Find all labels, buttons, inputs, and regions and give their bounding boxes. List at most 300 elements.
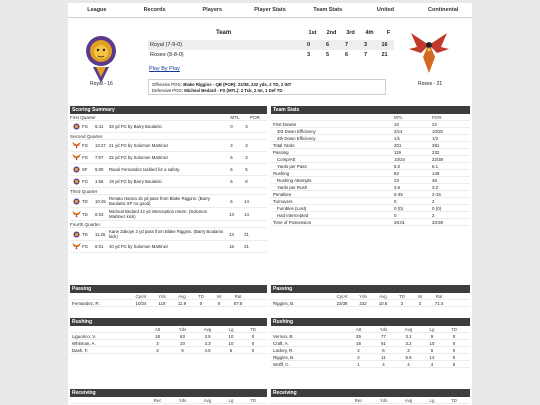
quarter-header: 1st xyxy=(308,30,317,36)
team-stats-body xyxy=(271,121,470,226)
rushing-home-table xyxy=(70,326,267,354)
stat-value: 77 xyxy=(381,333,386,339)
player-row xyxy=(271,333,470,340)
team-icon-cell xyxy=(70,122,82,132)
stat-mtl: 5.0 xyxy=(394,163,401,169)
table-header-row xyxy=(70,293,267,300)
stat-label: Rushing Attempts xyxy=(277,177,312,183)
stat-value: 57.5 xyxy=(233,300,243,306)
stat-label: Turnovers xyxy=(273,198,293,204)
team-icon-cell xyxy=(70,165,82,175)
stat-value: 3 xyxy=(156,340,159,346)
bird-logo-icon xyxy=(72,211,81,218)
bird-logo-icon xyxy=(72,243,81,250)
passing-away-table xyxy=(271,293,470,307)
score-por: 21 xyxy=(244,231,249,237)
play-time: 1:55 xyxy=(95,179,104,184)
table-header-row xyxy=(271,293,470,300)
player-row xyxy=(70,340,267,347)
player-row xyxy=(271,347,470,354)
stat-mtl: 3.6 xyxy=(394,184,401,190)
stat-value: 2 xyxy=(357,354,360,360)
stat-value: 14 xyxy=(429,354,435,360)
nav-united[interactable]: United xyxy=(376,7,395,13)
quarter-score: 5 xyxy=(325,52,330,58)
team-stat-row xyxy=(271,177,470,184)
quarter-row xyxy=(70,133,267,140)
stat-value: 9 xyxy=(430,333,434,339)
stat-value: 25 xyxy=(356,333,361,339)
nav-continental[interactable]: Continental xyxy=(428,7,459,13)
stat-por: 10/20 xyxy=(432,128,443,134)
score-por: 3 xyxy=(245,143,248,148)
stat-value: 3.3 xyxy=(204,340,211,346)
passing-away xyxy=(271,285,470,307)
stat-value: 10 xyxy=(228,333,234,339)
col-header: Lg xyxy=(429,326,435,332)
player-name[interactable]: Liguorico, V. xyxy=(72,333,97,339)
players-of-game-box xyxy=(148,79,386,95)
line-score-row xyxy=(148,50,394,60)
stat-value: 0 xyxy=(217,300,221,306)
stat-value: 71.4 xyxy=(434,300,444,306)
stat-value: 10.5 xyxy=(378,300,388,306)
lion-logo-icon xyxy=(72,231,81,238)
stat-mtl: 0 (0) xyxy=(394,205,404,211)
stat-label: 3rd Down Efficiency xyxy=(277,128,316,134)
play-type: FG xyxy=(82,179,88,184)
stat-value: 3 xyxy=(407,347,410,353)
stat-por: 232 xyxy=(432,149,440,155)
score-por: 5 xyxy=(245,167,248,172)
stat-value: 0 xyxy=(251,333,255,339)
team-stat-row xyxy=(271,184,470,191)
score-por: 14 xyxy=(244,211,249,217)
stat-label: Comp/Att xyxy=(277,156,296,162)
final-score: 16 xyxy=(375,40,394,50)
quarter-score: 7 xyxy=(363,52,368,58)
section-header: Team Stats xyxy=(271,106,470,114)
stat-value: 2 xyxy=(357,347,360,353)
away-score-caption: Roses - 21 xyxy=(418,81,443,87)
quarter-score: 3 xyxy=(306,52,311,58)
score-por: 14 xyxy=(244,198,249,204)
stat-value: 2 xyxy=(400,300,404,306)
col-header: Avg xyxy=(203,326,212,332)
off-pog-text[interactable]: Blake Riggins - QB (POR): 22/38, 232 yds, 2 TD, 2 INT xyxy=(183,82,292,87)
team-stat-row xyxy=(271,142,470,149)
stat-por: 381 xyxy=(432,142,440,148)
stat-mtl: 0 xyxy=(394,212,397,218)
scoring-play-row xyxy=(70,152,267,164)
stat-value: 10 xyxy=(228,340,234,346)
stat-value: 63 xyxy=(180,333,185,339)
stat-label: First Downs xyxy=(273,121,297,127)
play-time: 13:27 xyxy=(95,143,106,148)
col-header: Yds xyxy=(379,397,388,403)
player-name[interactable]: Fernandez, R. xyxy=(72,300,100,306)
col-header: POR xyxy=(432,114,442,120)
lion-logo-icon xyxy=(72,198,81,205)
col-header: Att xyxy=(154,326,161,332)
section-header: Scoring Summary xyxy=(70,106,267,114)
stat-mtl: 1/1 xyxy=(394,135,401,141)
table-header-row xyxy=(70,397,267,404)
stat-por: 6.1 xyxy=(432,163,439,169)
player-name[interactable]: Riggins, B. xyxy=(273,300,295,306)
stat-value: 0 xyxy=(251,340,255,346)
stat-mtl: 201 xyxy=(394,142,402,148)
play-time: 5:00 xyxy=(95,167,104,172)
play-type: FG xyxy=(82,155,88,160)
player-row xyxy=(271,361,470,368)
player-name[interactable]: Lackey, R. xyxy=(273,347,294,353)
receiving-home xyxy=(70,389,267,404)
stat-mtl: 10 xyxy=(394,121,399,127)
team-name[interactable]: Royal (7-9-0) xyxy=(148,40,284,50)
col-header: Lg xyxy=(228,397,234,403)
team-stats xyxy=(271,106,470,226)
scoring-play-row xyxy=(70,208,267,221)
col-header: Yds xyxy=(359,293,367,299)
col-header: TD xyxy=(250,397,256,403)
play-type: TD xyxy=(82,211,88,217)
quarter-label: Fourth Quarter xyxy=(70,221,101,227)
col-header: Yds xyxy=(158,293,166,299)
stat-por: 2 xyxy=(432,212,435,218)
stat-label: Yards per Pass xyxy=(277,163,307,169)
stat-por: 46 xyxy=(432,177,437,183)
score-por: 3 xyxy=(245,155,248,160)
quarter-score: 6 xyxy=(318,40,337,50)
col-header: POR xyxy=(250,114,260,120)
stat-mtl: 82 xyxy=(394,170,399,176)
play-description: Micheal Bedard 42 yd interception return. (Solomon Martinez kick) xyxy=(109,209,208,219)
stat-value: 0 xyxy=(452,354,456,360)
quarter-label: Second Quarter xyxy=(70,133,103,139)
player-row xyxy=(271,354,470,361)
quarter-score: 0 xyxy=(299,40,318,50)
stat-value: 51 xyxy=(381,340,386,346)
col-header: Lg xyxy=(429,397,435,403)
play-description: 32 yd FG by Solomon Martinez xyxy=(109,155,169,160)
team-stat-row xyxy=(271,198,470,205)
col-header: TD xyxy=(198,293,204,299)
play-time: 5:41 xyxy=(95,124,104,129)
stat-value: 0 xyxy=(251,347,255,353)
lion-logo-icon xyxy=(72,178,81,185)
team-icon-cell xyxy=(70,177,82,187)
stat-por: 1/2 xyxy=(432,135,439,141)
team-icon-cell xyxy=(70,242,82,252)
team-stat-row xyxy=(271,135,470,142)
team-stat-row xyxy=(271,191,470,198)
game-header xyxy=(68,19,472,104)
lion-logo-icon xyxy=(84,31,118,85)
off-pog-label: Offensive POG: xyxy=(152,82,183,87)
quarter-label: Third Quarter xyxy=(70,188,98,194)
score-mtl: 13 xyxy=(229,211,234,217)
scoring-play-row xyxy=(70,140,267,152)
play-time: 6:01 xyxy=(95,244,104,249)
bird-logo-icon xyxy=(72,142,81,149)
stat-value: 0 xyxy=(199,300,203,306)
stat-value: 3.5 xyxy=(204,333,211,339)
scoring-play-row xyxy=(70,121,267,133)
col-header: Lg xyxy=(228,326,234,332)
team-column-header: Team xyxy=(216,30,232,36)
stat-value: 4 xyxy=(430,361,434,367)
quarter-label: First Quarter xyxy=(70,114,96,120)
stat-mtl: 26:01 xyxy=(394,219,405,225)
stat-value: 10/24 xyxy=(135,300,147,306)
section-header: Receiving xyxy=(70,389,267,397)
score-mtl: 6 xyxy=(230,167,233,172)
player-row xyxy=(271,300,470,307)
team-icon-cell xyxy=(70,196,82,206)
stat-value: 4 xyxy=(407,361,410,367)
stat-mtl: 3/14 xyxy=(394,128,403,134)
stat-por: 2-15 xyxy=(432,191,441,197)
stat-value: 0 xyxy=(452,333,456,339)
play-description: Raoul Fernandez tackled for a safety. xyxy=(109,167,181,172)
col-header: Att xyxy=(355,326,362,332)
team-stat-row xyxy=(271,219,470,226)
stat-mtl: 119 xyxy=(394,149,401,155)
stat-value: 22/38 xyxy=(336,300,348,306)
team-icon-cell xyxy=(70,153,82,163)
col-header: MTL xyxy=(230,114,240,120)
col-header: Yds xyxy=(379,326,388,332)
def-pog-text[interactable]: Micheal Bedard - FS (MTL): 2 Tck, 2 Int, 1 Def TD xyxy=(184,88,283,93)
quarter-header: 4th xyxy=(365,30,374,36)
play-description: Kane Zakoye 3 yd pass from Blake Riggins. (Barry Boularisi kick) xyxy=(109,229,223,239)
team-stats-header-row xyxy=(271,114,470,121)
rushing-away-table xyxy=(271,326,470,368)
player-name[interactable]: Wolff, C. xyxy=(273,361,290,367)
stat-value: 2 xyxy=(156,347,159,353)
score-mtl: 6 xyxy=(230,198,233,204)
play-description: 33 yd FG by Barry Boularisi xyxy=(109,124,162,129)
line-score-row xyxy=(148,40,394,50)
scoring-play-row xyxy=(70,228,267,241)
col-header: Rat xyxy=(435,293,443,299)
team-stat-row xyxy=(271,128,470,135)
quarter-headers xyxy=(303,30,398,36)
section-header: Rushing xyxy=(70,318,267,326)
stat-label: Rushing xyxy=(273,170,290,176)
stat-value: 6 xyxy=(229,347,233,353)
col-header: Yds xyxy=(178,397,187,403)
play-description: 21 yd FG by Solomon Martinez xyxy=(109,143,169,148)
stat-value: 18 xyxy=(155,333,160,339)
col-header: TD xyxy=(399,293,405,299)
score-mtl: 16 xyxy=(229,244,234,249)
stat-value: 1 xyxy=(357,361,360,367)
table-header-row xyxy=(271,397,470,404)
team-stat-row xyxy=(271,170,470,177)
rushing-home xyxy=(70,318,267,354)
rushing-away xyxy=(271,318,470,368)
stat-value: 2 xyxy=(418,300,422,306)
stat-label: 4th Down Efficiency xyxy=(277,135,316,141)
section-header: Receiving xyxy=(271,389,470,397)
scoring-play-row xyxy=(70,241,267,253)
play-time: 6:03 xyxy=(95,211,104,217)
stat-por: 2 xyxy=(432,198,435,204)
player-row xyxy=(271,340,470,347)
nav-players[interactable]: Players xyxy=(202,7,223,13)
stat-label: Had Intercepted xyxy=(277,212,309,218)
team-stat-row xyxy=(271,212,470,219)
col-header: TD xyxy=(451,397,457,403)
quarter-row xyxy=(70,221,267,228)
team-stat-row xyxy=(271,163,470,170)
team-stat-row xyxy=(271,205,470,212)
stat-por: 3.2 xyxy=(432,184,439,190)
top-nav xyxy=(68,3,472,18)
stat-value: 3.1 xyxy=(405,333,412,339)
stat-por: 149 xyxy=(432,170,440,176)
stat-label: Fumbles (Lost) xyxy=(277,205,307,211)
play-type: SF xyxy=(82,167,88,172)
stat-value: 11 xyxy=(381,354,386,360)
score-por: 8 xyxy=(245,179,248,184)
bird-logo-icon xyxy=(72,154,81,161)
play-by-play-link[interactable]: Play By Play xyxy=(149,66,180,72)
play-type: TD xyxy=(82,198,88,204)
stat-por: 0 (0) xyxy=(432,205,442,211)
lion-logo-icon xyxy=(72,166,81,173)
team-stat-row xyxy=(271,121,470,128)
score-por: 21 xyxy=(244,244,249,249)
nav-player-stats[interactable]: Player Stats xyxy=(254,7,286,13)
home-score-caption: Royal - 16 xyxy=(90,81,113,87)
stat-value: 10 xyxy=(180,340,185,346)
col-header: Avg xyxy=(203,397,212,403)
team-icon-cell xyxy=(70,229,82,239)
player-name[interactable]: Vernon, B. xyxy=(273,333,294,339)
stat-value: 119 xyxy=(158,300,166,306)
table-header-row xyxy=(271,326,470,333)
play-time: 7:07 xyxy=(95,155,104,160)
table-header-row xyxy=(70,326,267,333)
col-header: Yds xyxy=(178,326,187,332)
play-type: FG xyxy=(82,244,88,249)
player-name[interactable]: Whitman, A. xyxy=(72,340,96,346)
col-header: TD xyxy=(250,326,256,332)
col-header: Rec xyxy=(354,397,363,403)
scoring-play-row xyxy=(70,195,267,208)
quarter-header: 3rd xyxy=(346,30,355,36)
stat-value: 3.2 xyxy=(405,340,412,346)
scoring-play-row xyxy=(70,176,267,188)
score-mtl: 6 xyxy=(230,179,233,184)
receiving-home-table xyxy=(70,397,267,404)
stat-por: 22/38 xyxy=(432,156,443,162)
stat-label: Total Yards xyxy=(273,142,295,148)
receiving-away-table xyxy=(271,397,470,404)
receiving-away xyxy=(271,389,470,404)
score-mtl: 0 xyxy=(230,124,233,129)
play-time: 10:45 xyxy=(95,198,106,204)
nav-league[interactable]: League xyxy=(87,7,107,13)
quarter-score: 7 xyxy=(337,40,356,50)
stat-label: Penalties xyxy=(273,191,292,197)
player-name[interactable]: Craft, A. xyxy=(273,340,289,346)
quarter-row xyxy=(70,114,267,121)
play-type: FG xyxy=(82,143,88,148)
stat-mtl: 10/24 xyxy=(394,156,405,162)
stat-value: 0 xyxy=(452,361,456,367)
col-header: Cp/At xyxy=(135,293,147,299)
play-description: 19 yd FG by Barry Boularisi xyxy=(109,179,162,184)
passing-home-table xyxy=(70,293,267,307)
stat-label: Time of Possession xyxy=(273,219,312,225)
score-mtl: 6 xyxy=(230,155,233,160)
quarter-score: 6 xyxy=(344,52,349,58)
stat-value: 0 xyxy=(452,340,456,346)
stat-value: 4.5 xyxy=(204,347,211,353)
stat-mtl: 6-35 xyxy=(394,191,403,197)
play-type: FG xyxy=(82,124,88,129)
stat-value: 16 xyxy=(356,340,361,346)
stat-por: 33:59 xyxy=(432,219,443,225)
lion-logo-icon xyxy=(72,123,81,130)
section-header: Rushing xyxy=(271,318,470,326)
player-name[interactable]: Dash, F. xyxy=(72,347,89,353)
play-description: Renato Hanna 15 yd pass from Blake Riggins. (Barry Boularisi XP no good) xyxy=(109,196,211,206)
scoring-body xyxy=(70,114,267,253)
score-mtl: 3 xyxy=(230,143,233,148)
col-header: Avg xyxy=(178,293,186,299)
player-row xyxy=(70,333,267,340)
player-name[interactable]: Riggins, B. xyxy=(273,354,295,360)
nav-records[interactable]: Records xyxy=(143,7,166,13)
score-por: 3 xyxy=(245,124,248,129)
stat-value: 0 xyxy=(452,347,456,353)
col-header: Avg xyxy=(404,326,413,332)
player-row xyxy=(70,347,267,354)
stat-value: 9 xyxy=(181,347,184,353)
section-header: Passing xyxy=(271,285,470,293)
team-stat-row xyxy=(271,149,470,156)
col-header: MTL xyxy=(394,114,403,120)
stat-value: 4 xyxy=(382,361,385,367)
page xyxy=(68,3,472,405)
bird-logo-icon xyxy=(409,29,449,77)
quarter-header: F xyxy=(386,30,391,36)
final-score: 21 xyxy=(381,52,388,58)
stat-label: Passing xyxy=(273,149,289,155)
nav-team-stats[interactable]: Team Stats xyxy=(313,7,343,13)
col-header: Cp/At xyxy=(336,293,348,299)
passing-home xyxy=(70,285,267,307)
scoring-play-row xyxy=(70,164,267,176)
scoring-summary xyxy=(70,106,267,253)
player-row xyxy=(70,300,267,307)
score-mtl: 13 xyxy=(229,231,234,237)
stat-mtl: 23 xyxy=(394,177,399,183)
team-name[interactable]: Roses (8-8-0) xyxy=(150,52,184,58)
stat-value: 11.9 xyxy=(177,300,187,306)
col-header: Avg xyxy=(379,293,387,299)
line-score-table xyxy=(148,40,394,60)
quarter-score: 3 xyxy=(356,40,375,50)
quarter-header: 2nd xyxy=(326,30,337,36)
play-time: 11:26 xyxy=(95,231,106,237)
col-header: Int xyxy=(417,293,423,299)
